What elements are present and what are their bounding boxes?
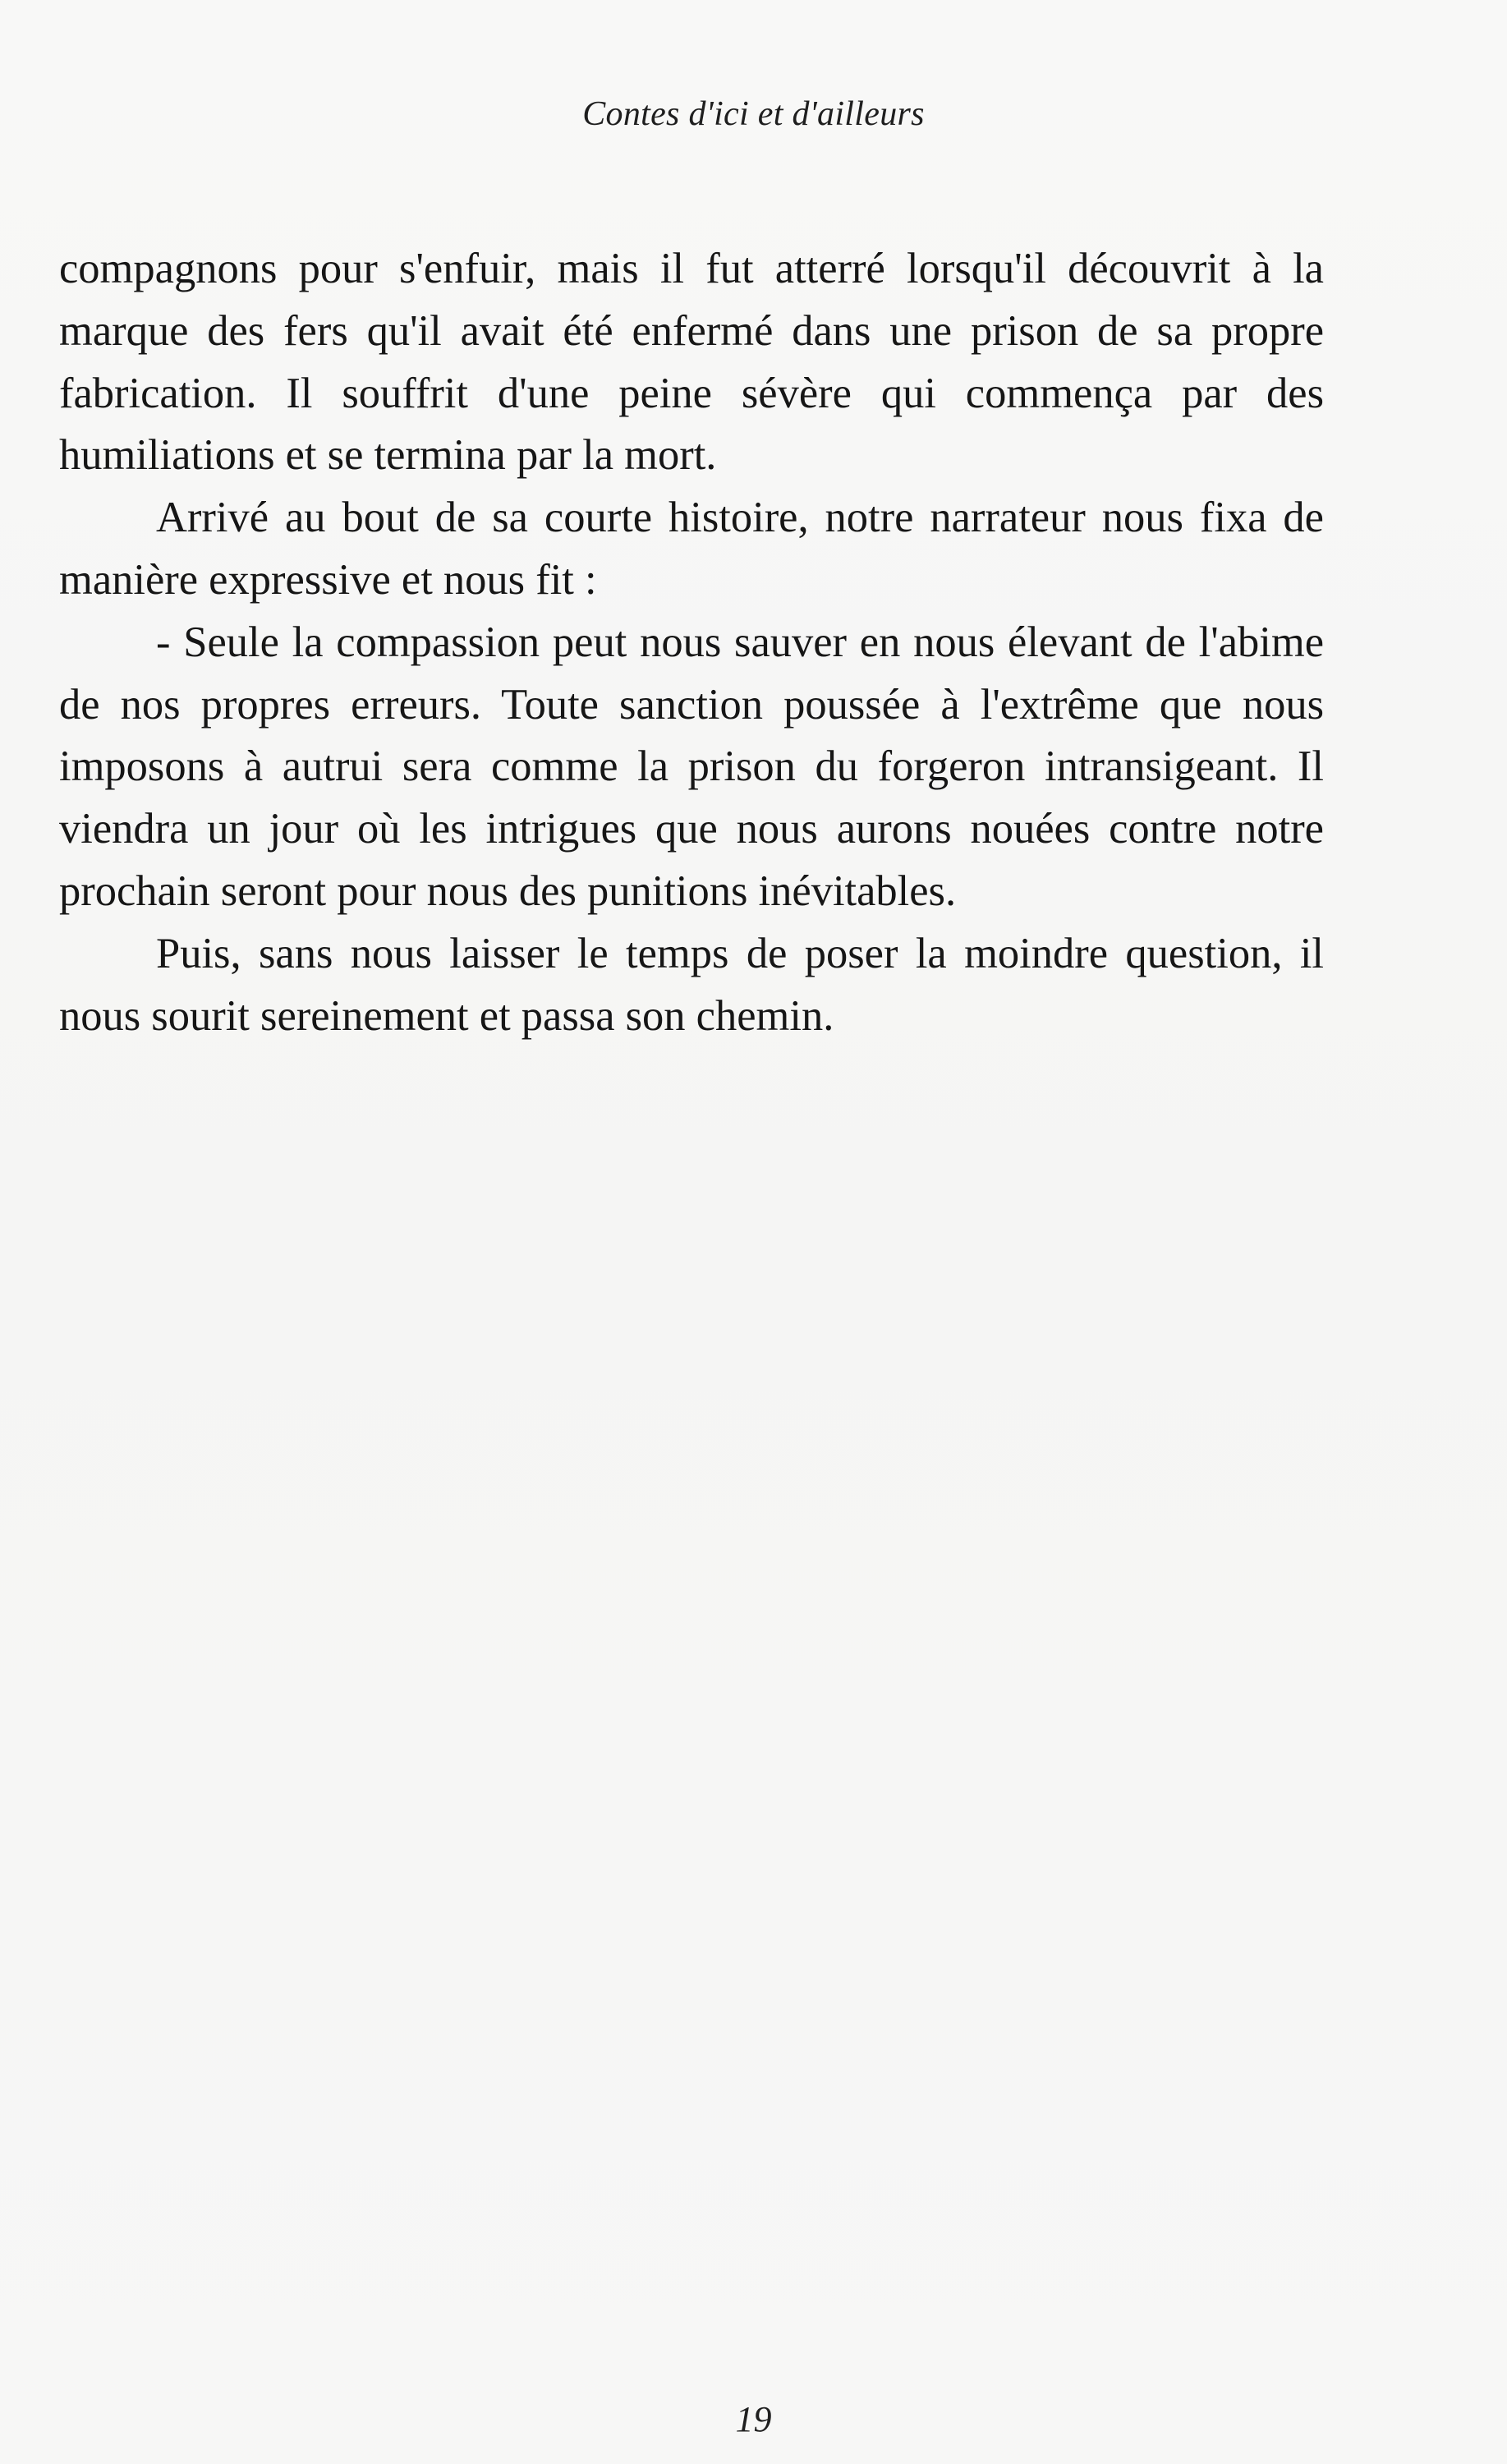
paragraph-dialogue: - Seule la compassion peut nous sauver en nous élevant de l'abime de nos propres erreurs. Toute sanction poussée à l'extrême que nous imposons à autrui sera comme la prison du forgeron intransigeant. Il viendra un jour où les intrigues que nous aurons nouées contre notre prochain seront pour nous des punitions inévitables. [59,618,1324,915]
paragraph: Puis, sans nous laisser le temps de poser la moindre question, il nous sourit sereinement et passa son chemin. [59,929,1324,1040]
page-number: 19 [735,2399,772,2439]
page-body [59,238,1324,1047]
paragraph: Arrivé au bout de sa courte histoire, notre narrateur nous fixa de manière expressive et nous fit : [59,494,1324,604]
running-head: Contes d'ici et d'ailleurs [582,95,925,133]
paragraph-continuation: compagnons pour s'enfuir, mais il fut atterré lorsqu'il découvrit à la marque des fers qu'il avait été enfermé dans une prison de sa propre fabrication. Il souffrit d'une peine sévère qui commença par des humiliations et se termina par la mort. [59,245,1324,480]
